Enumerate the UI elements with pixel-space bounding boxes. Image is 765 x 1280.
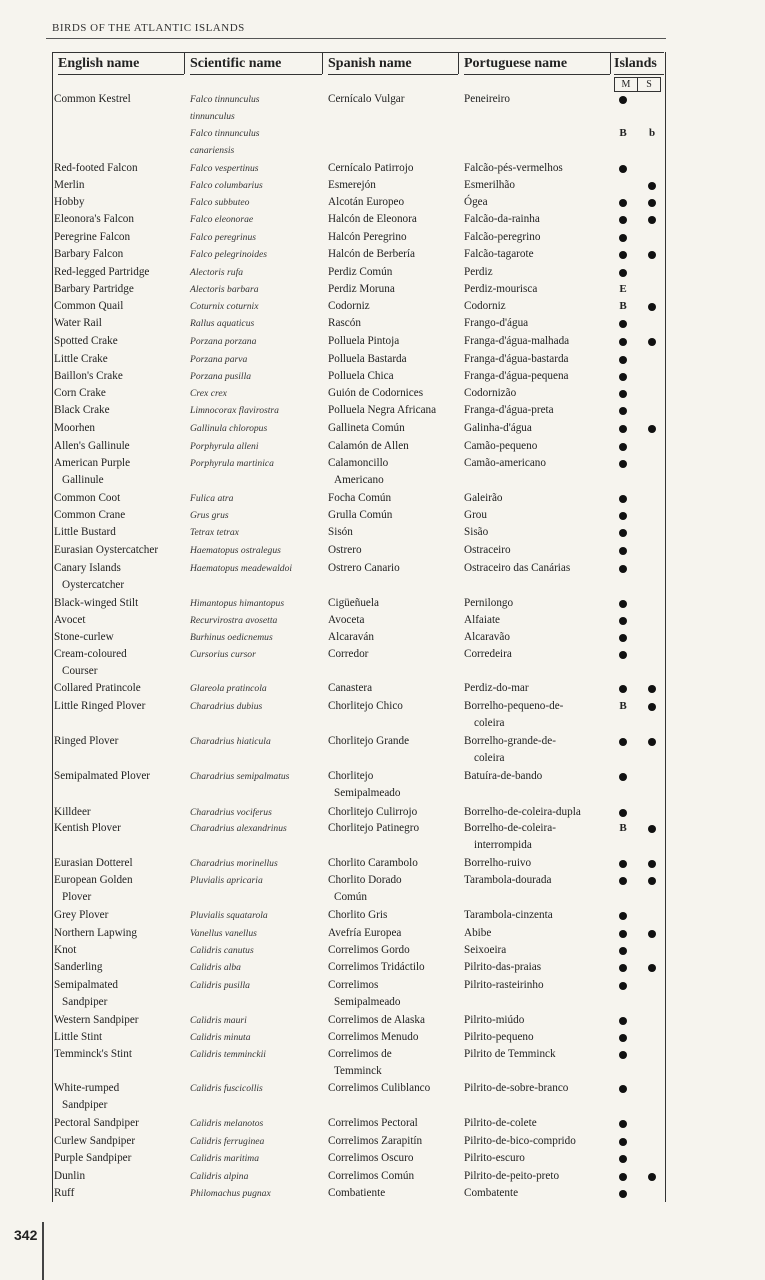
english-name: Ruff (54, 1187, 75, 1199)
portuguese-name: Frango-d'água (464, 317, 529, 329)
portuguese-name: Pilrito de Temminck (464, 1048, 556, 1060)
spanish-name: Rascón (328, 317, 361, 329)
portuguese-name: Falcão-da-rainha (464, 213, 540, 225)
spanish-name: Polluela Bastarda (328, 353, 407, 365)
spanish-name: Focha Común (328, 492, 392, 504)
spanish-name: Correlimos Culiblanco (328, 1082, 431, 1094)
presence-dot-m (619, 1085, 627, 1093)
scientific-name: Calidris canutus (190, 945, 254, 956)
presence-dot-m (619, 547, 627, 555)
scientific-name: Calidris alba (190, 962, 241, 973)
spanish-name: Cernícalo Vulgar (328, 93, 405, 105)
english-name: Common Coot (54, 492, 121, 504)
scientific-name: Charadrius hiaticula (190, 736, 271, 747)
spanish-name: Avefría Europea (328, 927, 402, 939)
scientific-name: Falco tinnunculus (190, 94, 260, 105)
portuguese-name: Franga-d'água-bastarda (464, 353, 569, 365)
english-name: Kentish Plover (54, 822, 121, 834)
spanish-name: Codorniz (328, 300, 370, 312)
english-name: Avocet (54, 614, 86, 626)
portuguese-name: Camão-pequeno (464, 440, 538, 452)
presence-dot-m (619, 373, 627, 381)
portuguese-name: Grou (464, 509, 487, 521)
spanish-name: Temminck (334, 1065, 382, 1077)
scientific-name: Calidris mauri (190, 1015, 247, 1026)
portuguese-name: Combatente (464, 1187, 519, 1199)
spanish-name: Correlimos Zarapitín (328, 1135, 423, 1147)
spanish-name: Calamón de Allen (328, 440, 409, 452)
scientific-name: Calidris pusilla (190, 980, 250, 991)
scientific-name: Falco peregrinus (190, 232, 256, 243)
col-header-s: S (637, 77, 661, 92)
spanish-name: Chorlitejo Culirrojo (328, 806, 418, 818)
english-name: Sandpiper (62, 996, 108, 1008)
presence-dot-m (619, 199, 627, 207)
spanish-name: Avoceta (328, 614, 365, 626)
portuguese-name: Pilrito-de-bico-comprido (464, 1135, 576, 1147)
presence-dot-m (619, 1120, 627, 1128)
portuguese-name: Falcão-pés-vermelhos (464, 162, 563, 174)
english-name: Pectoral Sandpiper (54, 1117, 139, 1129)
spanish-name: Polluela Pintoja (328, 335, 400, 347)
scientific-name: Charadrius vociferus (190, 807, 272, 818)
scientific-name: Vanellus vanellus (190, 928, 257, 939)
english-name: Little Ringed Plover (54, 700, 146, 712)
portuguese-name: Abibe (464, 927, 492, 939)
col-header-scientific: Scientific name (190, 53, 322, 75)
presence-dot-m (619, 234, 627, 242)
portuguese-name: Falcão-peregrino (464, 231, 541, 243)
scientific-name: Calidris minuta (190, 1032, 251, 1043)
english-name: Plover (62, 891, 92, 903)
portuguese-name: Pilrito-das-praias (464, 961, 542, 973)
spanish-name: Correlimos Común (328, 1170, 415, 1182)
scientific-name: Calidris alpina (190, 1171, 249, 1182)
spanish-name: Semipalmeado (334, 787, 401, 799)
spanish-name: Correlimos de Alaska (328, 1014, 425, 1026)
status-code-m: E (619, 283, 627, 295)
english-name: Semipalmated Plover (54, 770, 151, 782)
scientific-name: Alectoris rufa (190, 267, 244, 278)
presence-dot-m (619, 773, 627, 781)
english-name: Oystercatcher (62, 579, 125, 591)
spanish-name: Canastera (328, 682, 373, 694)
english-name: Baillon's Crake (54, 370, 123, 382)
running-head: BIRDS OF THE ATLANTIC ISLANDS (52, 22, 245, 34)
status-code-s: b (648, 127, 656, 139)
presence-dot-s (648, 425, 656, 433)
portuguese-name: Ostraceiro das Canárias (464, 562, 571, 574)
english-name: Gallinule (62, 474, 104, 486)
presence-dot-m (619, 1190, 627, 1198)
presence-dot-m (619, 947, 627, 955)
scientific-name: Porphyrula martinica (190, 458, 274, 469)
english-name: Sanderling (54, 961, 103, 973)
english-name: Barbary Falcon (54, 248, 124, 260)
presence-dot-s (648, 860, 656, 868)
presence-dot-m (619, 1034, 627, 1042)
col-header-spanish: Spanish name (328, 53, 458, 75)
scientific-name: Falco pelegrinoides (190, 249, 267, 260)
spanish-name: Común (334, 891, 367, 903)
english-name: European Golden (54, 874, 133, 886)
english-name: Allen's Gallinule (54, 440, 130, 452)
english-name: Merlin (54, 179, 85, 191)
portuguese-name: Sisão (464, 526, 489, 538)
portuguese-name: Alfaiate (464, 614, 501, 626)
english-name: Canary Islands (54, 562, 121, 574)
portuguese-name: Ógea (464, 196, 488, 208)
english-name: Eleonora's Falcon (54, 213, 134, 225)
spanish-name: Sisón (328, 526, 353, 538)
presence-dot-s (648, 825, 656, 833)
presence-dot-m (619, 617, 627, 625)
portuguese-name: Esmerilhão (464, 179, 515, 191)
scientific-name: Rallus aquaticus (190, 318, 255, 329)
page-number: 342 (14, 1227, 38, 1243)
portuguese-name: Codorniz (464, 300, 506, 312)
presence-dot-m (619, 738, 627, 746)
presence-dot-m (619, 1017, 627, 1025)
portuguese-name: coleira (474, 752, 505, 764)
english-name: Eurasian Dotterel (54, 857, 133, 869)
english-name: Semipalmated (54, 979, 119, 991)
presence-dot-s (648, 216, 656, 224)
spanish-name: Chorlito Dorado (328, 874, 402, 886)
portuguese-name: Pilrito-rasteirinho (464, 979, 544, 991)
presence-dot-m (619, 512, 627, 520)
spanish-name: Chorlitejo Patinegro (328, 822, 420, 834)
spanish-name: Esmerejón (328, 179, 376, 191)
presence-dot-m (619, 565, 627, 573)
presence-dot-m (619, 1051, 627, 1059)
spanish-name: Grulla Común (328, 509, 393, 521)
presence-dot-s (648, 930, 656, 938)
spanish-name: Alcotán Europeo (328, 196, 405, 208)
english-name: Peregrine Falcon (54, 231, 131, 243)
english-name: Common Quail (54, 300, 124, 312)
presence-dot-m (619, 320, 627, 328)
scientific-name: Calidris temminckii (190, 1049, 266, 1060)
scientific-name: Calidris ferruginea (190, 1136, 265, 1147)
scientific-name: tinnunculus (190, 111, 235, 122)
spanish-name: Correlimos Gordo (328, 944, 410, 956)
english-name: Common Kestrel (54, 93, 131, 105)
presence-dot-m (619, 600, 627, 608)
english-name: Collared Pratincole (54, 682, 141, 694)
spanish-name: Halcón de Berbería (328, 248, 415, 260)
col-header-m: M (614, 77, 638, 92)
spanish-name: Cernícalo Patirrojo (328, 162, 414, 174)
scientific-name: Charadrius alexandrinus (190, 823, 287, 834)
portuguese-name: Perdiz-mourisca (464, 283, 538, 295)
presence-dot-m (619, 251, 627, 259)
portuguese-name: interrompida (474, 839, 532, 851)
spanish-name: Ostrero Canario (328, 562, 400, 574)
presence-dot-m (619, 356, 627, 364)
english-name: Dunlin (54, 1170, 86, 1182)
spanish-name: Chorlito Gris (328, 909, 388, 921)
status-code-m: B (619, 127, 627, 139)
spanish-name: Correlimos Oscuro (328, 1152, 414, 1164)
english-name: Eurasian Oystercatcher (54, 544, 159, 556)
status-code-m: B (619, 300, 627, 312)
portuguese-name: Alcaravão (464, 631, 510, 643)
presence-dot-m (619, 338, 627, 346)
scientific-name: Charadrius dubius (190, 701, 263, 712)
portuguese-name: Franga-d'água-malhada (464, 335, 570, 347)
spanish-name: Alcaraván (328, 631, 374, 643)
presence-dot-m (619, 165, 627, 173)
presence-dot-s (648, 738, 656, 746)
english-name: Common Crane (54, 509, 126, 521)
scientific-name: Calidris maritima (190, 1153, 260, 1164)
presence-dot-m (619, 1155, 627, 1163)
scientific-name: Porzana porzana (190, 336, 257, 347)
presence-dot-m (619, 529, 627, 537)
english-name: Little Crake (54, 353, 108, 365)
scientific-name: Falco columbarius (190, 180, 263, 191)
presence-dot-s (648, 877, 656, 885)
presence-dot-m (619, 912, 627, 920)
scientific-name: Calidris fuscicollis (190, 1083, 263, 1094)
portuguese-name: Borrelho-de-coleira- (464, 822, 556, 834)
spanish-name: Corredor (328, 648, 369, 660)
status-code-m: B (619, 822, 627, 834)
scientific-name: Glareola pratincola (190, 683, 267, 694)
portuguese-name: Franga-d'água-pequena (464, 370, 569, 382)
portuguese-name: Seixoeira (464, 944, 507, 956)
portuguese-name: Ostraceiro (464, 544, 511, 556)
presence-dot-s (648, 303, 656, 311)
english-name: Purple Sandpiper (54, 1152, 132, 1164)
presence-dot-s (648, 182, 656, 190)
english-name: Black-winged Stilt (54, 597, 139, 609)
scientific-name: Coturnix coturnix (190, 301, 259, 312)
scientific-name: Gallinula chloropus (190, 423, 268, 434)
english-name: Barbary Partridge (54, 283, 134, 295)
presence-dot-m (619, 390, 627, 398)
scientific-name: Burhinus oedicnemus (190, 632, 273, 643)
spanish-name: Correlimos de (328, 1048, 392, 1060)
scientific-name: Falco subbuteo (190, 197, 250, 208)
english-name: Hobby (54, 196, 85, 208)
scientific-name: Haematopus meadewaldoi (190, 563, 293, 574)
english-name: Killdeer (54, 806, 91, 818)
english-name: White-rumped (54, 1082, 120, 1094)
english-name: Black Crake (54, 404, 110, 416)
spanish-name: Halcón Peregrino (328, 231, 407, 243)
scientific-name: Porzana pusilla (190, 371, 252, 382)
scientific-name: Cursorius cursor (190, 649, 256, 660)
portuguese-name: Codornizão (464, 387, 517, 399)
presence-dot-m (619, 443, 627, 451)
portuguese-name: Pilrito-pequeno (464, 1031, 534, 1043)
presence-dot-s (648, 338, 656, 346)
portuguese-name: Perdiz (464, 266, 493, 278)
spanish-name: Correlimos Pectoral (328, 1117, 418, 1129)
presence-dot-m (619, 1138, 627, 1146)
english-name: Cream-coloured (54, 648, 127, 660)
english-name: Red-footed Falcon (54, 162, 138, 174)
presence-dot-m (619, 425, 627, 433)
english-name: Grey Plover (54, 909, 109, 921)
spanish-name: Correlimos Menudo (328, 1031, 419, 1043)
portuguese-name: Galeirão (464, 492, 503, 504)
portuguese-name: Falcão-tagarote (464, 248, 534, 260)
scientific-name: Falco vespertinus (190, 163, 259, 174)
scientific-name: Philomachus pugnax (190, 1188, 271, 1199)
presence-dot-s (648, 685, 656, 693)
scientific-name: canariensis (190, 145, 235, 156)
scientific-name: Himantopus himantopus (190, 598, 285, 609)
presence-dot-s (648, 199, 656, 207)
scientific-name: Tetrax tetrax (190, 527, 239, 538)
spanish-name: Chorlitejo Grande (328, 735, 410, 747)
english-name: Stone-curlew (54, 631, 114, 643)
presence-dot-m (619, 269, 627, 277)
english-name: Little Stint (54, 1031, 103, 1043)
portuguese-name: Corredeira (464, 648, 512, 660)
spanish-name: Calamoncillo (328, 457, 389, 469)
presence-dot-m (619, 1173, 627, 1181)
english-name: Northern Lapwing (54, 927, 137, 939)
presence-dot-s (648, 964, 656, 972)
presence-dot-m (619, 651, 627, 659)
portuguese-name: Pernilongo (464, 597, 514, 609)
english-name: Curlew Sandpiper (54, 1135, 136, 1147)
spanish-name: Chorlito Carambolo (328, 857, 418, 869)
presence-dot-m (619, 877, 627, 885)
spanish-name: Cigüeñuela (328, 597, 379, 609)
scientific-name: Limnocorax flavirostra (190, 405, 279, 416)
portuguese-name: coleira (474, 717, 505, 729)
portuguese-name: Perdiz-do-mar (464, 682, 529, 694)
spanish-name: Chorlitejo (328, 770, 374, 782)
portuguese-name: Batuíra-de-bando (464, 770, 543, 782)
presence-dot-s (648, 703, 656, 711)
presence-dot-m (619, 930, 627, 938)
portuguese-name: Pilrito-de-colete (464, 1117, 537, 1129)
spanish-name: Polluela Chica (328, 370, 394, 382)
portuguese-name: Borrelho-ruivo (464, 857, 532, 869)
portuguese-name: Peneireiro (464, 93, 510, 105)
scientific-name: Crex crex (190, 388, 227, 399)
spanish-name: Halcón de Eleonora (328, 213, 417, 225)
presence-dot-m (619, 460, 627, 468)
presence-dot-m (619, 860, 627, 868)
portuguese-name: Borrelho-pequeno-de- (464, 700, 564, 712)
english-name: Spotted Crake (54, 335, 118, 347)
scientific-name: Fulica atra (190, 493, 234, 504)
presence-dot-m (619, 216, 627, 224)
scientific-name: Falco eleonorae (190, 214, 254, 225)
col-header-english: English name (58, 53, 184, 75)
status-code-m: B (619, 700, 627, 712)
scientific-name: Pluvialis apricaria (190, 875, 263, 886)
english-name: Little Bustard (54, 526, 116, 538)
col-header-islands: Islands (614, 53, 664, 75)
english-name: Ringed Plover (54, 735, 119, 747)
presence-dot-m (619, 809, 627, 817)
spanish-name: Polluela Negra Africana (328, 404, 437, 416)
presence-dot-m (619, 964, 627, 972)
portuguese-name: Galinha-d'água (464, 422, 532, 434)
portuguese-name: Tarambola-cinzenta (464, 909, 553, 921)
scientific-name: Charadrius semipalmatus (190, 771, 290, 782)
presence-dot-s (648, 251, 656, 259)
english-name: American Purple (54, 457, 131, 469)
spanish-name: Perdiz Moruna (328, 283, 395, 295)
portuguese-name: Borrelho-de-coleira-dupla (464, 806, 581, 818)
spanish-name: Chorlitejo Chico (328, 700, 403, 712)
presence-dot-m (619, 407, 627, 415)
english-name: Western Sandpiper (54, 1014, 139, 1026)
col-header-portuguese: Portuguese name (464, 53, 610, 75)
english-name: Moorhen (54, 422, 96, 434)
scientific-name: Alectoris barbara (190, 284, 259, 295)
gutter-rule (42, 1222, 44, 1280)
spanish-name: Combatiente (328, 1187, 386, 1199)
spanish-name: Guión de Codornices (328, 387, 424, 399)
scientific-name: Pluvialis squatarola (190, 910, 268, 921)
presence-dot-m (619, 982, 627, 990)
english-name: Red-legged Partridge (54, 266, 150, 278)
scientific-name: Calidris melanotos (190, 1118, 264, 1129)
scientific-name: Falco tinnunculus (190, 128, 260, 139)
scientific-name: Porphyrula alleni (190, 441, 259, 452)
english-name: Corn Crake (54, 387, 106, 399)
presence-dot-m (619, 96, 627, 104)
spanish-name: Gallineta Común (328, 422, 405, 434)
presence-dot-m (619, 685, 627, 693)
english-name: Water Rail (54, 317, 102, 329)
portuguese-name: Franga-d'água-preta (464, 404, 554, 416)
spanish-name: Ostrero (328, 544, 362, 556)
presence-dot-m (619, 634, 627, 642)
spanish-name: Correlimos Tridáctilo (328, 961, 425, 973)
spanish-name: Perdiz Común (328, 266, 393, 278)
english-name: Temminck's Stint (54, 1048, 132, 1060)
presence-dot-s (648, 1173, 656, 1181)
spanish-name: Americano (334, 474, 384, 486)
portuguese-name: Pilrito-escuro (464, 1152, 525, 1164)
scientific-name: Porzana parva (190, 354, 248, 365)
portuguese-name: Pilrito-miúdo (464, 1014, 525, 1026)
scientific-name: Charadrius morinellus (190, 858, 278, 869)
portuguese-name: Borrelho-grande-de- (464, 735, 556, 747)
spanish-name: Correlimos (328, 979, 379, 991)
portuguese-name: Camão-americano (464, 457, 546, 469)
english-name: Courser (62, 665, 98, 677)
spanish-name: Semipalmeado (334, 996, 401, 1008)
english-name: Knot (54, 944, 77, 956)
portuguese-name: Pilrito-de-peito-preto (464, 1170, 560, 1182)
scientific-name: Recurvirostra avosetta (190, 615, 278, 626)
presence-dot-m (619, 495, 627, 503)
scientific-name: Grus grus (190, 510, 229, 521)
portuguese-name: Tarambola-dourada (464, 874, 552, 886)
portuguese-name: Pilrito-de-sobre-branco (464, 1082, 569, 1094)
english-name: Sandpiper (62, 1099, 108, 1111)
scientific-name: Haematopus ostralegus (190, 545, 281, 556)
